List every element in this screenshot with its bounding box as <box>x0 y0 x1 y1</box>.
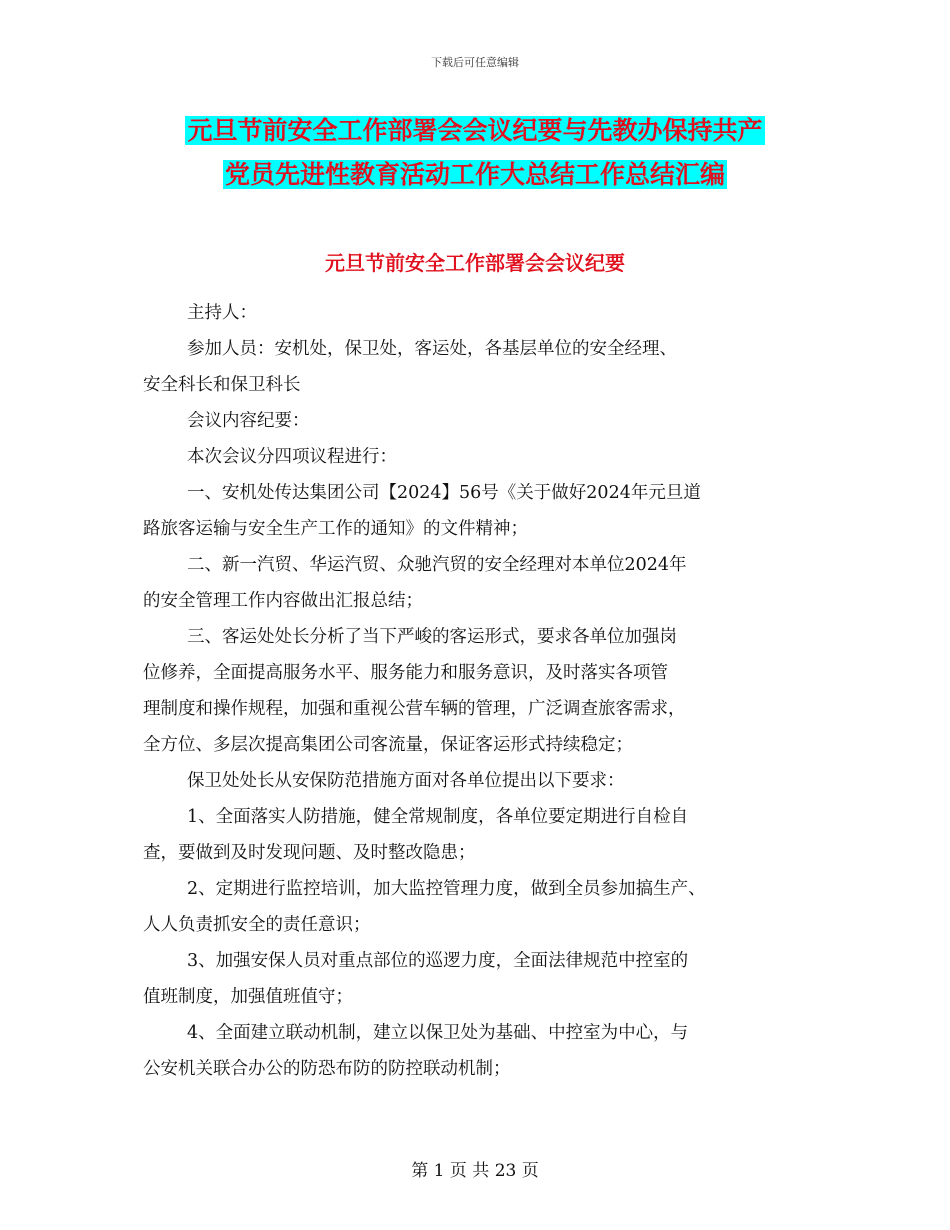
body-line: 的安全管理工作内容做出汇报总结； <box>143 591 423 611</box>
body-line: 参加人员：安机处，保卫处，客运处，各基层单位的安全经理、 <box>187 339 677 359</box>
body-line: 保卫处处长从安保防范措施方面对各单位提出以下要求： <box>187 771 625 791</box>
body-line: 一、安机处传达集团公司【2024】56号《关于做好2024年元旦道 <box>187 483 701 503</box>
header-note: 下载后可任意编辑 <box>431 56 519 69</box>
body-line: 二、新一汽贸、华运汽贸、众驰汽贸的安全经理对本单位2024年 <box>187 555 687 575</box>
body-line: 查，要做到及时发现问题、及时整改隐患； <box>143 843 476 863</box>
main-title-line-2 <box>0 158 950 192</box>
body-line: 位修养，全面提高服务水平、服务能力和服务意识，及时落实各项管 <box>143 663 668 683</box>
main-title-line-2-text: 党员先进性教育活动工作大总结工作总结汇编 <box>224 160 725 189</box>
body-line: 2、定期进行监控培训，加大监控管理力度，做到全员参加搞生产、 <box>187 879 706 899</box>
body-line: 路旅客运输与安全生产工作的通知》的文件精神； <box>143 519 528 539</box>
main-title-line-1-text: 元旦节前安全工作部署会会议纪要与先教办保持共产 <box>187 116 763 145</box>
section-title: 元旦节前安全工作部署会会议纪要 <box>325 251 625 275</box>
body-line: 本次会议分四项议程进行： <box>187 447 397 467</box>
body-line: 理制度和操作规程，加强和重视公营车辆的管理，广泛调查旅客需求， <box>143 699 686 719</box>
body-line: 公安机关联合办公的防恐布防的防控联动机制； <box>143 1059 511 1079</box>
body-line: 三、客运处处长分析了当下严峻的客运形式，要求各单位加强岗 <box>187 627 677 647</box>
page-footer: 第 1 页 共 23 页 <box>411 1161 539 1181</box>
body-line: 1、全面落实人防措施，健全常规制度，各单位要定期进行自检自 <box>187 807 689 827</box>
body-line: 值班制度，加强值班值守； <box>143 987 353 1007</box>
document-body <box>143 295 813 1087</box>
body-line: 安全科长和保卫科长 <box>143 375 301 395</box>
main-title-line-1 <box>0 114 950 148</box>
body-line: 主持人： <box>187 303 257 323</box>
body-line: 人人负责抓安全的责任意识； <box>143 915 371 935</box>
body-line: 3、加强安保人员对重点部位的巡逻力度，全面法律规范中控室的 <box>187 951 689 971</box>
body-line: 全方位、多层次提高集团公司客流量，保证客运形式持续稳定； <box>143 735 633 755</box>
body-line: 4、全面建立联动机制，建立以保卫处为基础、中控室为中心，与 <box>187 1023 689 1043</box>
body-line: 会议内容纪要： <box>187 411 310 431</box>
